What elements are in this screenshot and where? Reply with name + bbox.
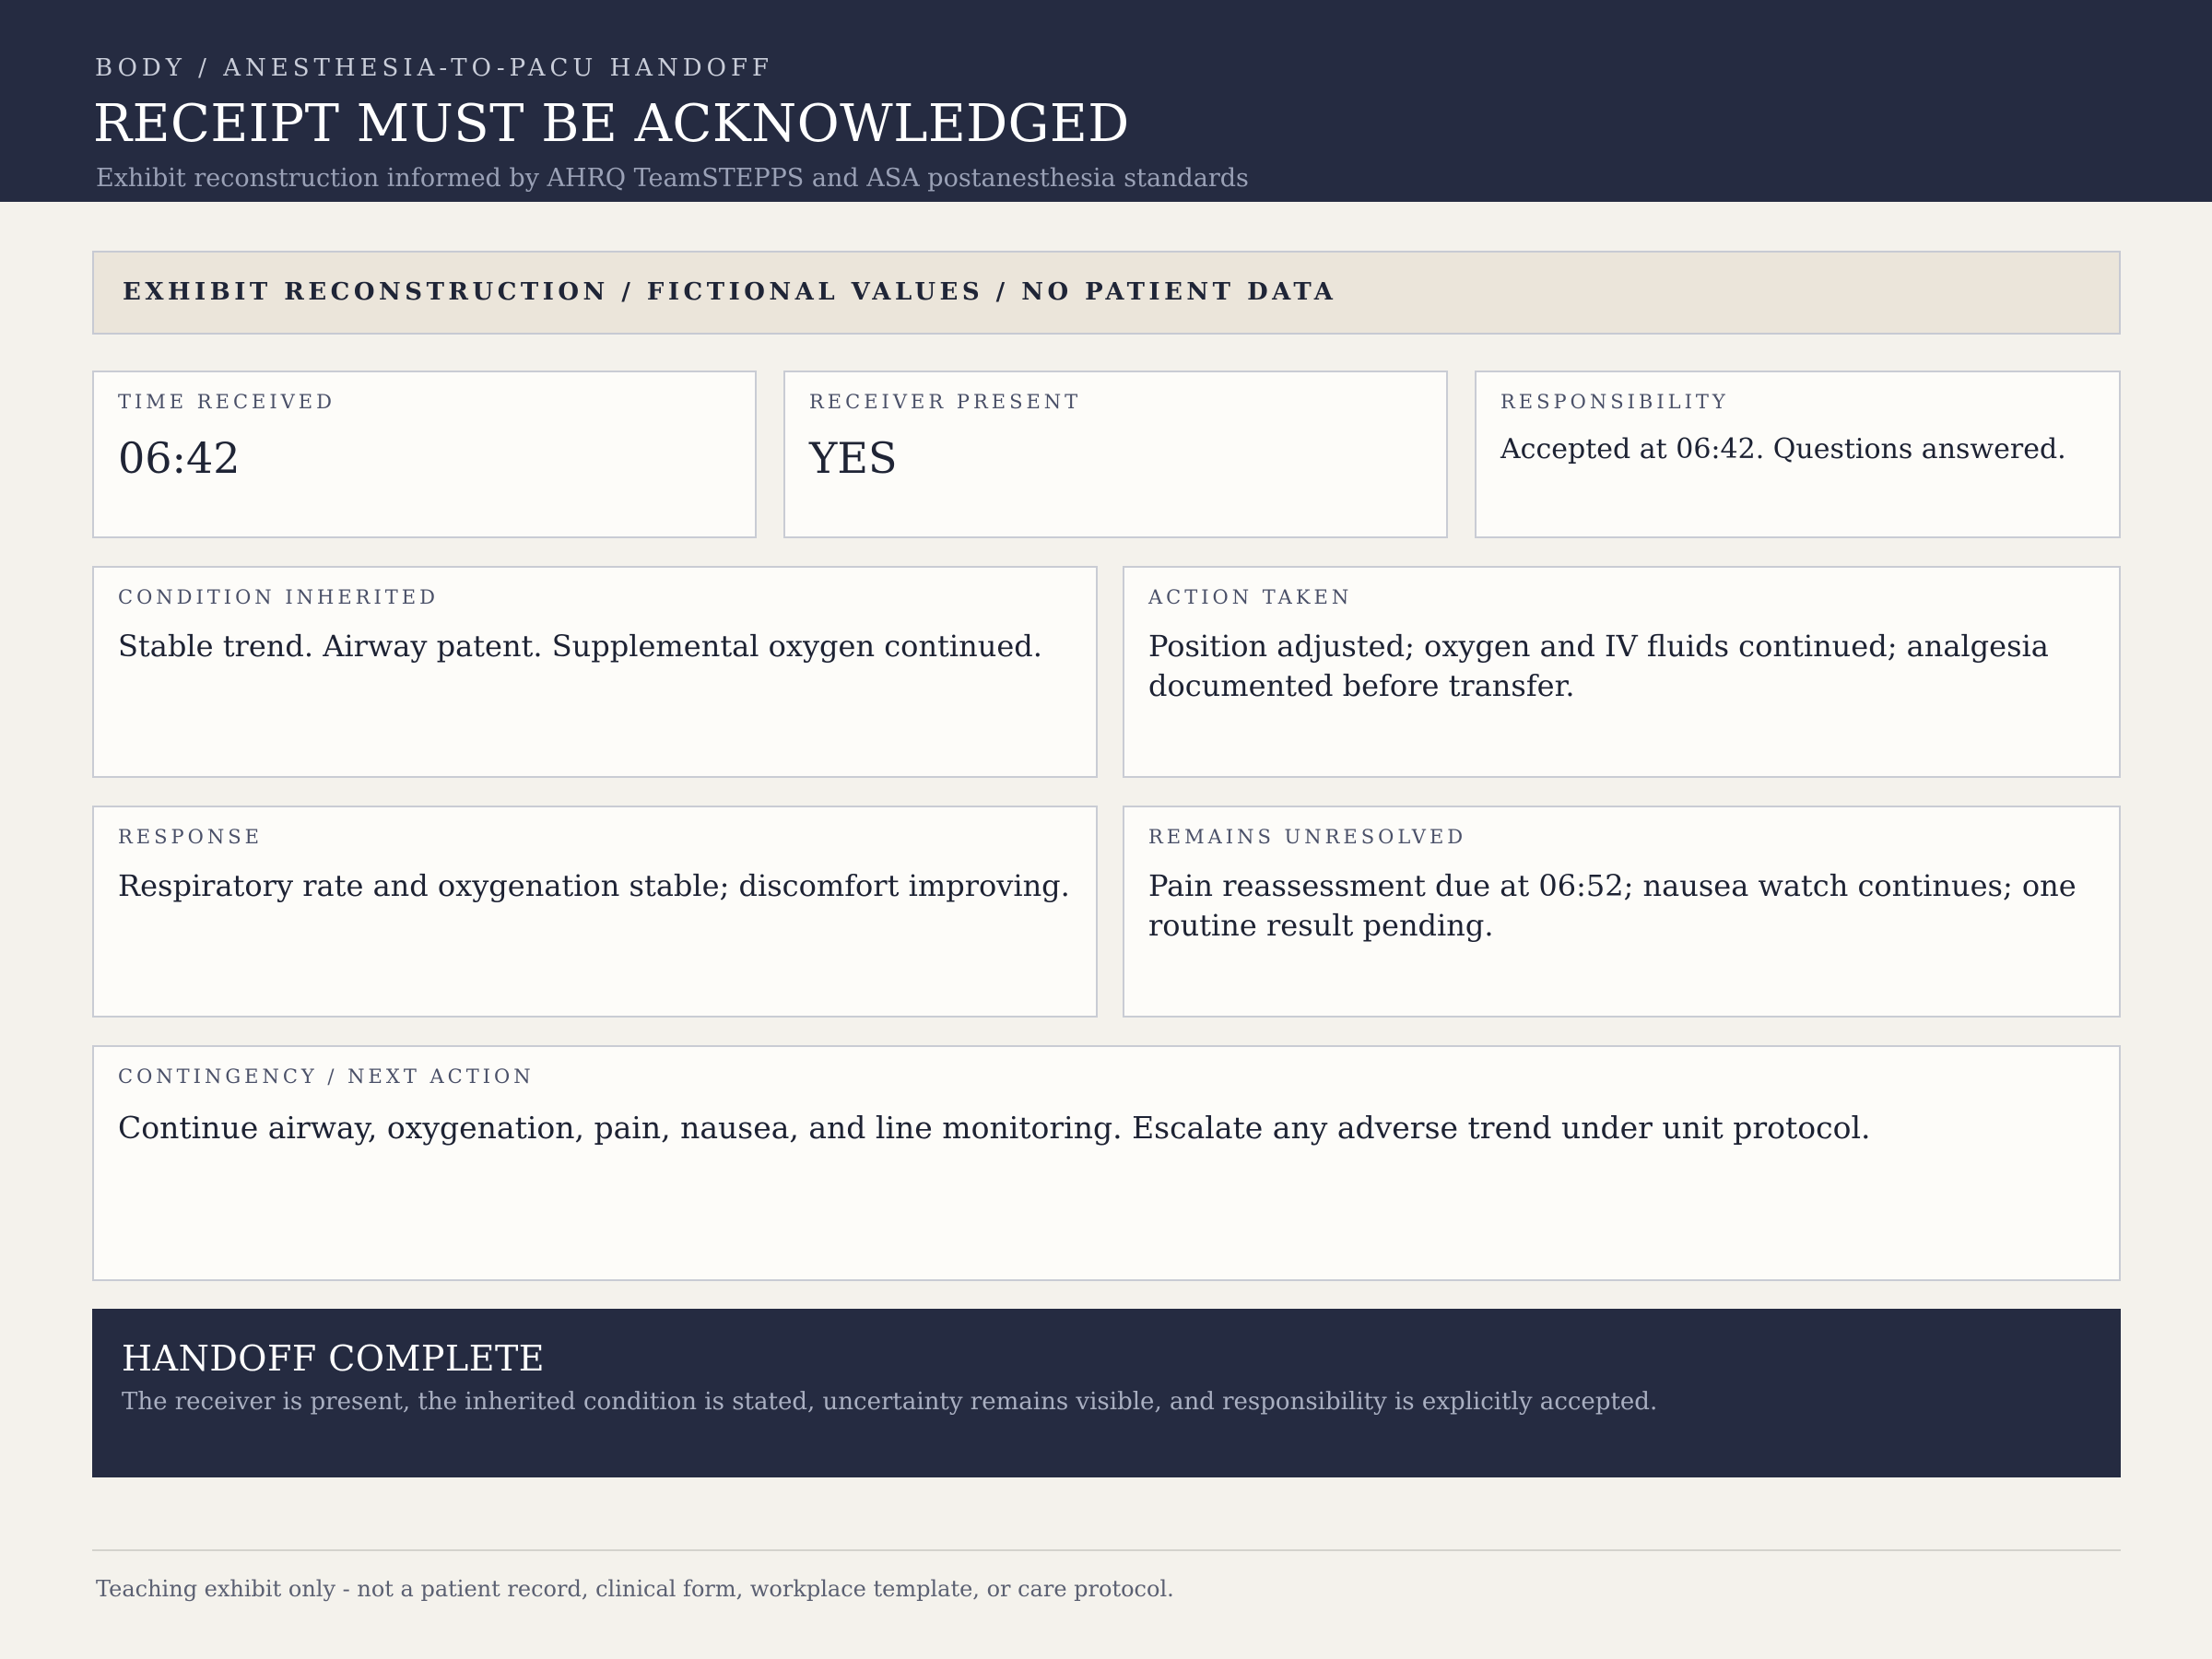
card-contingency: [92, 1045, 2121, 1281]
receiver-present-value: YES: [809, 433, 898, 483]
disclaimer-banner: [92, 251, 2121, 335]
card-label: CONDITION INHERITED: [118, 586, 439, 608]
handoff-complete-text: The receiver is present, the inherited condition is stated, uncertainty remains visible, and responsibility is explicitly accepted.: [122, 1388, 1658, 1416]
card-label: REMAINS UNRESOLVED: [1148, 826, 1467, 848]
card-condition-inherited: [92, 566, 1098, 778]
header: [0, 0, 2212, 202]
contingency-value: Continue airway, oxygenation, pain, nausea, and line monitoring. Escalate any adverse trend under unit protocol.: [118, 1110, 1871, 1146]
page-title: RECEIPT MUST BE ACKNOWLEDGED: [93, 94, 1130, 154]
card-action-taken: [1123, 566, 2121, 778]
remains-unresolved-value: Pain reassessment due at 06:52; nausea watch continues; one routine result pending.: [1148, 868, 2077, 943]
breadcrumb: BODY / ANESTHESIA-TO-PACU HANDOFF: [95, 54, 774, 82]
card-label: TIME RECEIVED: [118, 391, 335, 413]
card-responsibility: [1475, 371, 2121, 538]
card-time-received: [92, 371, 757, 538]
page-subtitle: Exhibit reconstruction informed by AHRQ TeamSTEPPS and ASA postanesthesia standards: [96, 164, 1249, 193]
response-value: Respiratory rate and oxygenation stable; discomfort improving.: [118, 868, 1070, 903]
footer-note: Teaching exhibit only - not a patient record, clinical form, workplace template, or care protocol.: [96, 1576, 1174, 1602]
card-response: [92, 806, 1098, 1018]
responsibility-value: Accepted at 06:42. Questions answered.: [1500, 433, 2066, 465]
time-received-value: 06:42: [118, 433, 241, 483]
card-label: RESPONSIBILITY: [1500, 391, 1729, 413]
handoff-complete-panel: [92, 1309, 2121, 1477]
action-taken-value: Position adjusted; oxygen and IV fluids continued; analgesia documented before transfer.: [1148, 629, 2049, 703]
footer-divider: [92, 1549, 2121, 1551]
handoff-complete-title: HANDOFF COMPLETE: [122, 1338, 546, 1379]
card-label: ACTION TAKEN: [1148, 586, 1353, 608]
card-label: RECEIVER PRESENT: [809, 391, 1082, 413]
card-label: RESPONSE: [118, 826, 263, 848]
card-receiver-present: [783, 371, 1448, 538]
condition-inherited-value: Stable trend. Airway patent. Supplemental oxygen continued.: [118, 629, 1042, 664]
disclaimer-banner-text: EXHIBIT RECONSTRUCTION / FICTIONAL VALUES / NO PATIENT DATA: [123, 278, 1337, 306]
card-remains-unresolved: [1123, 806, 2121, 1018]
card-label: CONTINGENCY / NEXT ACTION: [118, 1065, 535, 1088]
